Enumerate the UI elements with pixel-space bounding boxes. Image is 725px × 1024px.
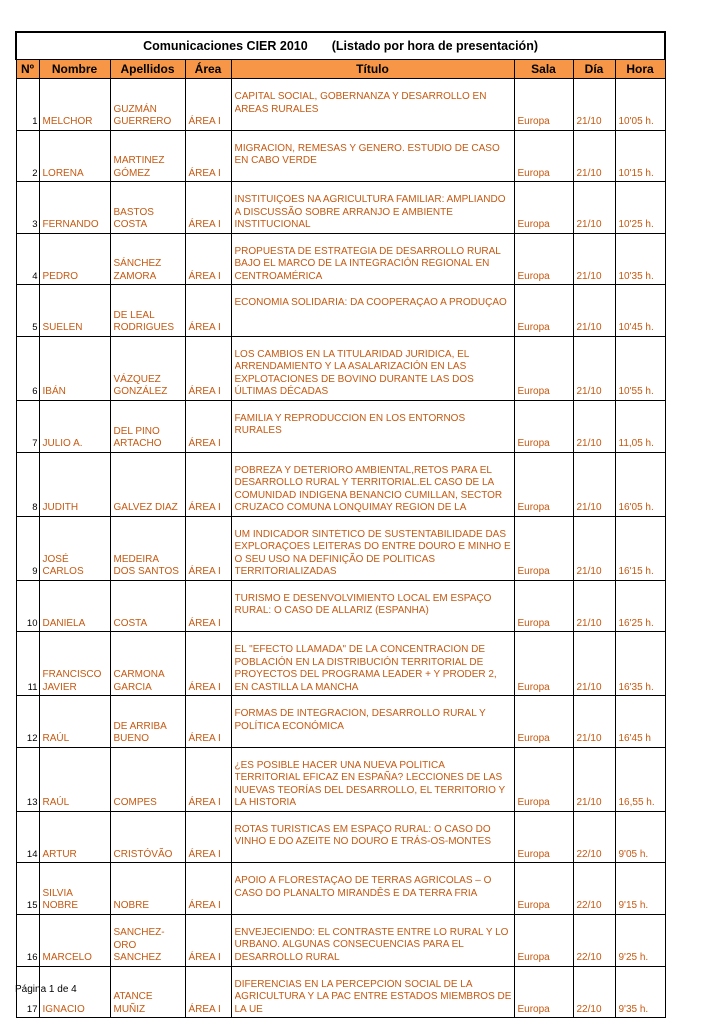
titulo-cell bbox=[231, 400, 514, 452]
row-number: 9 bbox=[16, 516, 39, 580]
apellidos-cell: VÁZQUEZ GONZÁLEZ bbox=[110, 336, 185, 400]
header-dia: Día bbox=[573, 60, 615, 79]
table-row bbox=[16, 966, 665, 1018]
titulo-text: LOS CAMBIOS EN LA TITULARIDAD JURÍDICA, EL ARRENDAMIENTO Y LA ASALARIZACIÓN EN LAS EXPLOTACIONES DE BOVINO DURANTE LAS DOS ÚLTIMAS DÉCADAS bbox=[234, 348, 474, 398]
nombre-cell: FERNANDO bbox=[39, 182, 110, 234]
apellidos-cell: SÁNCHEZ ZAMORA bbox=[110, 233, 185, 285]
hora-cell: 11,05 h. bbox=[615, 400, 665, 452]
hora-cell: 9'05 h. bbox=[615, 811, 665, 863]
hora-cell: 9'35 h. bbox=[615, 966, 665, 1018]
nombre-cell: RAÚL bbox=[39, 696, 110, 748]
sala-cell: Europa bbox=[514, 182, 573, 234]
apellidos-cell: CARMONA GARCIA bbox=[110, 632, 185, 696]
schedule-table bbox=[15, 31, 666, 1018]
hora-cell: 16,55 h. bbox=[615, 747, 665, 811]
titulo-cell bbox=[231, 747, 514, 811]
nombre-cell: IGNACIO bbox=[39, 966, 110, 1018]
table-row bbox=[16, 233, 665, 285]
sala-cell: Europa bbox=[514, 966, 573, 1018]
row-number: 4 bbox=[16, 233, 39, 285]
hora-cell: 16'15 h. bbox=[615, 516, 665, 580]
titulo-cell bbox=[231, 580, 514, 632]
row-number: 1 bbox=[16, 79, 39, 131]
apellidos-cell: GUZMÁN GUERRERO bbox=[110, 79, 185, 131]
dia-cell: 21/10 bbox=[573, 400, 615, 452]
area-cell: ÁREA I bbox=[185, 966, 231, 1018]
nombre-cell: SUELEN bbox=[39, 285, 110, 337]
sala-cell: Europa bbox=[514, 811, 573, 863]
table-row bbox=[16, 863, 665, 915]
nombre-cell: SILVIA NOBRE bbox=[39, 863, 110, 915]
header-sala: Sala bbox=[514, 60, 573, 79]
row-number: 14 bbox=[16, 811, 39, 863]
nombre-cell: PEDRO bbox=[39, 233, 110, 285]
titulo-cell bbox=[231, 914, 514, 966]
area-cell: ÁREA I bbox=[185, 632, 231, 696]
apellidos-cell: CRISTÓVÃO bbox=[110, 811, 185, 863]
titulo-text: TURISMO E DESENVOLVIMIENTO LOCAL EM ESPAÇO RURAL: O CASO DE ALLARIZ (ESPANHA) bbox=[234, 592, 492, 617]
header-hora: Hora bbox=[615, 60, 665, 79]
row-number: 16 bbox=[16, 914, 39, 966]
dia-cell: 21/10 bbox=[573, 79, 615, 131]
area-cell: ÁREA I bbox=[185, 811, 231, 863]
row-number: 13 bbox=[16, 747, 39, 811]
titulo-text: INSTITUIÇÕES NA AGRICULTURA FAMILIAR: AMPLIANDO A DISCUSSÃO SOBRE ARRANJO E AMBIENTE INSTITUCIONAL bbox=[234, 194, 506, 231]
table-row bbox=[16, 130, 665, 182]
hora-cell: 16'35 h. bbox=[615, 632, 665, 696]
hora-cell: 10'55 h. bbox=[615, 336, 665, 400]
area-cell: ÁREA I bbox=[185, 580, 231, 632]
titulo-cell bbox=[231, 516, 514, 580]
sala-cell: Europa bbox=[514, 516, 573, 580]
apellidos-cell: ATANCE MUÑIZ bbox=[110, 966, 185, 1018]
titulo-cell bbox=[231, 863, 514, 915]
header-nombre: Nombre bbox=[39, 60, 110, 79]
row-number: 12 bbox=[16, 696, 39, 748]
apellidos-cell: MARTINEZ GÓMEZ bbox=[110, 130, 185, 182]
hora-cell: 16'25 h. bbox=[615, 580, 665, 632]
area-cell: ÁREA I bbox=[185, 400, 231, 452]
titulo-cell bbox=[231, 696, 514, 748]
area-cell: ÁREA I bbox=[185, 452, 231, 516]
area-cell: ÁREA I bbox=[185, 336, 231, 400]
apellidos-cell: COMPES bbox=[110, 747, 185, 811]
sala-cell: Europa bbox=[514, 285, 573, 337]
titulo-cell bbox=[231, 130, 514, 182]
table-row bbox=[16, 336, 665, 400]
nombre-cell: ARTUR bbox=[39, 811, 110, 863]
area-cell: ÁREA I bbox=[185, 696, 231, 748]
area-cell: ÁREA I bbox=[185, 233, 231, 285]
apellidos-cell: DE ARRIBA BUENO bbox=[110, 696, 185, 748]
titulo-cell bbox=[231, 966, 514, 1018]
row-number: 7 bbox=[16, 400, 39, 452]
dia-cell: 22/10 bbox=[573, 966, 615, 1018]
sala-cell: Europa bbox=[514, 914, 573, 966]
nombre-cell: DANIELA bbox=[39, 580, 110, 632]
row-number: 5 bbox=[16, 285, 39, 337]
titulo-text: CAPITAL SOCIAL, GOBERNANZA Y DESARROLLO EN AREAS RURALES bbox=[234, 91, 487, 115]
dia-cell: 21/10 bbox=[573, 580, 615, 632]
nombre-cell: MELCHOR bbox=[39, 79, 110, 131]
dia-cell: 22/10 bbox=[573, 863, 615, 915]
titulo-text: ROTAS TURÍSTICAS EM ESPAÇO RURAL: O CASO DO VINHO E DO AZEITE NO DOURO E TRÁS-OS-MONTES bbox=[234, 823, 492, 848]
row-number: 17 bbox=[16, 966, 39, 1018]
dia-cell: 22/10 bbox=[573, 811, 615, 863]
row-number: 2 bbox=[16, 130, 39, 182]
table-row bbox=[16, 516, 665, 580]
titulo-text: APOIO À FLORESTAÇÃO DE TERRAS AGRÍCOLAS – O CASO DO PLANALTO MIRANDÊS E DA TERRA FRIA bbox=[234, 875, 492, 899]
dia-cell: 21/10 bbox=[573, 696, 615, 748]
hora-cell: 10'25 h. bbox=[615, 182, 665, 234]
titulo-text: MIGRACIÓN, REMESAS Y GENERO. ESTUDIO DE CASO EN CABO VERDE bbox=[234, 142, 500, 167]
row-number: 3 bbox=[16, 182, 39, 234]
dia-cell: 21/10 bbox=[573, 747, 615, 811]
titulo-text: PROPUESTA DE ESTRATEGIA DE DESARROLLO RURAL BAJO EL MARCO DE LA INTEGRACIÓN REGIONAL EN CENTROAMÉRICA bbox=[234, 245, 501, 282]
row-number: 8 bbox=[16, 452, 39, 516]
table-row bbox=[16, 285, 665, 337]
nombre-cell: RAÚL bbox=[39, 747, 110, 811]
area-cell: ÁREA I bbox=[185, 285, 231, 337]
header-apellidos: Apellidos bbox=[110, 60, 185, 79]
header-numero: Nº bbox=[16, 60, 39, 79]
sala-cell: Europa bbox=[514, 336, 573, 400]
titulo-text: ENVEJECIENDO: EL CONTRASTE ENTRE LO RURAL Y LO URBANO. ALGUNAS CONSECUENCIAS PARA EL DESARROLLO RURAL bbox=[234, 926, 509, 963]
hora-cell: 10'35 h. bbox=[615, 233, 665, 285]
page-footer: Página 1 de 4 bbox=[15, 984, 77, 995]
sala-cell: Europa bbox=[514, 632, 573, 696]
table-row bbox=[16, 452, 665, 516]
nombre-cell: JULIO A. bbox=[39, 400, 110, 452]
titulo-text: ECONOMIA SOLIDÁRIA: DA COOPERAÇÃO A PRODUÇÃO bbox=[234, 297, 507, 309]
sala-cell: Europa bbox=[514, 580, 573, 632]
apellidos-cell: NOBRE bbox=[110, 863, 185, 915]
nombre-cell: LORENA bbox=[39, 130, 110, 182]
titulo-text: POBREZA Y DETERIORO AMBIENTAL,RETOS PARA EL DESARROLLO RURAL Y TERRITORIAL.EL CASO DE LA COMUNIDAD INDIGENA BENANCIO CUMILLAN, SECTOR CRUZACO COMUNA LONQUIMAY REGION DE LA bbox=[234, 464, 503, 514]
hora-cell: 10'45 h. bbox=[615, 285, 665, 337]
titulo-text: DIFERENCIAS EN LA PERCEPCIÓN SOCIAL DE LA AGRICULTURA Y LA PAC ENTRE ESTADOS MIEMBROS DE LA UE bbox=[234, 978, 512, 1015]
titulo-text: FORMAS DE INTEGRACIÓN, DESARROLLO RURAL Y POLÍTICA ECONÓMICA bbox=[234, 708, 486, 732]
titulo-cell bbox=[231, 811, 514, 863]
sala-cell: Europa bbox=[514, 79, 573, 131]
table-row bbox=[16, 400, 665, 452]
titulo-text: ¿ES POSIBLE HACER UNA NUEVA POLÍTICA TERRITORIAL EFICAZ EN ESPAÑA? LECCIONES DE LAS NUEVAS TEORÍAS DEL DESARROLLO, EL TERRITORIO Y LA HISTORIA bbox=[234, 759, 505, 809]
titulo-text: FAMILIA Y REPRODUCCIÓN EN LOS ENTORNOS RURALES bbox=[234, 412, 466, 437]
sala-cell: Europa bbox=[514, 863, 573, 915]
apellidos-cell: GALVEZ DIAZ bbox=[110, 452, 185, 516]
titulo-cell bbox=[231, 79, 514, 131]
nombre-cell: JUDITH bbox=[39, 452, 110, 516]
area-cell: ÁREA I bbox=[185, 79, 231, 131]
hora-cell: 9'25 h. bbox=[615, 914, 665, 966]
sala-cell: Europa bbox=[514, 452, 573, 516]
dia-cell: 21/10 bbox=[573, 452, 615, 516]
titulo-cell bbox=[231, 452, 514, 516]
area-cell: ÁREA I bbox=[185, 182, 231, 234]
row-number: 15 bbox=[16, 863, 39, 915]
row-number: 10 bbox=[16, 580, 39, 632]
sala-cell: Europa bbox=[514, 130, 573, 182]
dia-cell: 22/10 bbox=[573, 914, 615, 966]
sala-cell: Europa bbox=[514, 233, 573, 285]
sheet-title bbox=[16, 32, 665, 60]
dia-cell: 21/10 bbox=[573, 233, 615, 285]
nombre-cell: MARCELO bbox=[39, 914, 110, 966]
hora-cell: 10'15 h. bbox=[615, 130, 665, 182]
area-cell: ÁREA I bbox=[185, 516, 231, 580]
sala-cell: Europa bbox=[514, 400, 573, 452]
dia-cell: 21/10 bbox=[573, 285, 615, 337]
area-cell: ÁREA I bbox=[185, 914, 231, 966]
area-cell: ÁREA I bbox=[185, 863, 231, 915]
hora-cell: 16'05 h. bbox=[615, 452, 665, 516]
apellidos-cell: COSTA bbox=[110, 580, 185, 632]
titulo-cell bbox=[231, 182, 514, 234]
dia-cell: 21/10 bbox=[573, 182, 615, 234]
table-row bbox=[16, 632, 665, 696]
dia-cell: 21/10 bbox=[573, 516, 615, 580]
titulo-cell bbox=[231, 233, 514, 285]
titulo-text: EL "EFECTO LLAMADA" DE LA CONCENTRACIÓN DE POBLACIÓN EN LA DISTRIBUCIÓN TERRITORIAL DE PROYECTOS DEL PROGRAMA LEADER + Y PRODER 2, EN CASTILLA LA MANCHA bbox=[234, 644, 497, 693]
titulo-text: UM INDICADOR SINTÉTICO DE SUSTENTABILIDADE DAS EXPLORAÇOES LEITERAS DO ENTRE DOURO E MINHO E O SEU USO NA DEFINIÇÃO DE POLITICAS TERRITORIALIZADAS bbox=[234, 528, 511, 578]
header-titulo: Título bbox=[231, 60, 514, 79]
nombre-cell: JOSÉ CARLOS bbox=[39, 516, 110, 580]
nombre-cell: FRANCISCO JAVIER bbox=[39, 632, 110, 696]
apellidos-cell: DEL PINO ARTACHO bbox=[110, 400, 185, 452]
hora-cell: 9'15 h. bbox=[615, 863, 665, 915]
apellidos-cell: SANCHEZ-ORO SANCHEZ bbox=[110, 914, 185, 966]
table-row bbox=[16, 79, 665, 131]
apellidos-cell: DE LEAL RODRIGUES bbox=[110, 285, 185, 337]
table-row bbox=[16, 696, 665, 748]
table-row bbox=[16, 811, 665, 863]
dia-cell: 21/10 bbox=[573, 130, 615, 182]
table-row bbox=[16, 914, 665, 966]
nombre-cell: IBÁN bbox=[39, 336, 110, 400]
table-row bbox=[16, 580, 665, 632]
apellidos-cell: MEDEIRA DOS SANTOS bbox=[110, 516, 185, 580]
title-text: Comunicaciones CIER 2010 bbox=[143, 39, 308, 53]
hora-cell: 10'05 h. bbox=[615, 79, 665, 131]
table-row bbox=[16, 182, 665, 234]
titulo-cell bbox=[231, 632, 514, 696]
row-number: 6 bbox=[16, 336, 39, 400]
sala-cell: Europa bbox=[514, 747, 573, 811]
dia-cell: 21/10 bbox=[573, 632, 615, 696]
area-cell: ÁREA I bbox=[185, 130, 231, 182]
apellidos-cell: BASTOS COSTA bbox=[110, 182, 185, 234]
area-cell: ÁREA I bbox=[185, 747, 231, 811]
header-area: Área bbox=[185, 60, 231, 79]
dia-cell: 21/10 bbox=[573, 336, 615, 400]
titulo-cell bbox=[231, 285, 514, 337]
row-number: 11 bbox=[16, 632, 39, 696]
subtitle-text: (Listado por hora de presentación) bbox=[331, 39, 538, 53]
sala-cell: Europa bbox=[514, 696, 573, 748]
hora-cell: 16'45 h bbox=[615, 696, 665, 748]
titulo-cell bbox=[231, 336, 514, 400]
table-row bbox=[16, 747, 665, 811]
